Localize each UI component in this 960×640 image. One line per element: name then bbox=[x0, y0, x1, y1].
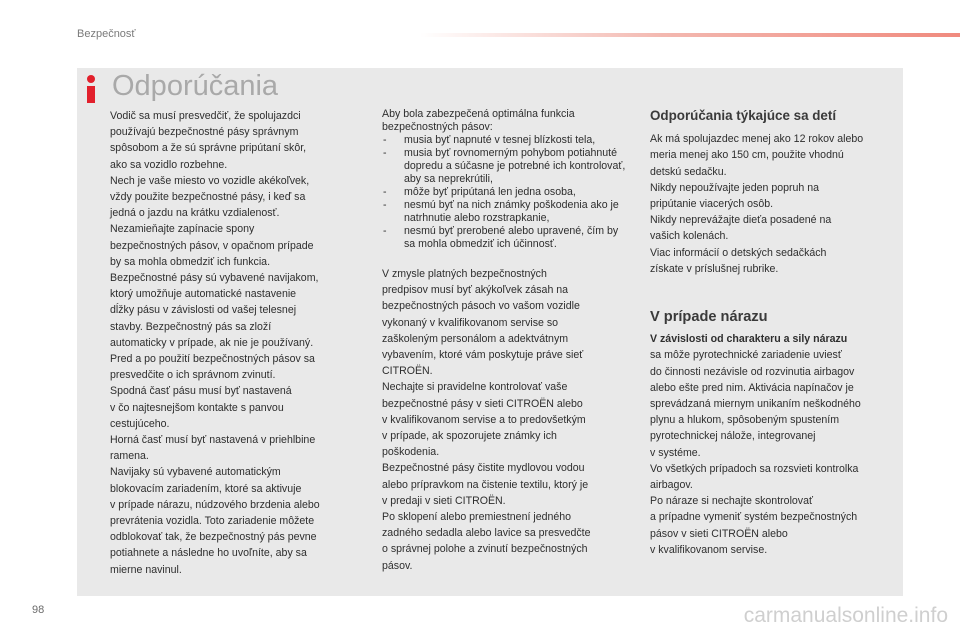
text-line: v kvalifikovanom servise. bbox=[650, 543, 768, 556]
text-line: CITROËN. bbox=[382, 365, 433, 378]
text-line: ramena. bbox=[110, 450, 149, 463]
text-line: Spodná časť pásu musí byť nastavená bbox=[110, 385, 292, 398]
text-line: Bezpečnostné pásy čistite mydlovou vodou bbox=[382, 462, 585, 475]
text-line: sprevádzaná miernym unikaním neškodného bbox=[650, 398, 861, 411]
list-item: - musia byť napnuté v tesnej blízkosti tela, bbox=[382, 134, 630, 147]
text-line: detskú sedačku. bbox=[650, 165, 727, 178]
text-line: Navijaky sú vybavené automatickým bbox=[110, 466, 281, 479]
text-line: vybavením, ktoré vám poskytuje práve sieť bbox=[382, 349, 584, 362]
text-line: Pred a po použití bezpečnostných pásov sa bbox=[110, 353, 315, 366]
text-line: V zmysle platných bezpečnostných bbox=[382, 268, 547, 280]
info-icon bbox=[83, 73, 99, 105]
text-line: presvedčite o ich správnom zvinutí. bbox=[110, 369, 276, 382]
text-line: Aby bola zabezpečená optimálna funkcia bbox=[382, 108, 575, 120]
column-children-crash bbox=[650, 108, 900, 558]
text-line: Viac informácií o detských sedačkách bbox=[650, 246, 827, 259]
text-line: pripútanie viacerých osôb. bbox=[650, 198, 774, 211]
text-line: dĺžky pásu v závislosti od vašej telesnej bbox=[110, 304, 297, 317]
list-item: - môže byť pripútaná len jedna osoba, bbox=[382, 186, 630, 199]
text-line: jedná o jazdu na krátku vzdialenosť. bbox=[110, 207, 280, 220]
text-line: v prípade, ak spozorujete známky ich bbox=[382, 430, 557, 443]
text-line: vašich kolenách. bbox=[650, 230, 729, 243]
text-line: zaškoleným personálom a adektvátnym bbox=[382, 332, 569, 345]
text-line: mierne navinul. bbox=[110, 563, 182, 576]
text-line: ako sa vozidlo rozbehne. bbox=[110, 158, 228, 171]
text-line: bezpečnostné pásy v sieti CITROËN alebo bbox=[382, 397, 583, 410]
text-line: airbagov. bbox=[650, 479, 693, 492]
text-line: plynu a hlukom, spôsobeným spustením bbox=[650, 414, 840, 427]
text-line: meria menej ako 150 cm, použite vhodnú bbox=[650, 149, 844, 162]
info-icon-stem bbox=[87, 86, 95, 103]
text-line: zadného sedadla alebo lavice sa presvedčte bbox=[382, 527, 591, 540]
text-line: Ak má spolujazdec menej ako 12 rokov alebo bbox=[650, 133, 864, 146]
column-checks bbox=[382, 108, 630, 574]
text-line: vykonaný v kvalifikovanom servise so bbox=[382, 316, 559, 329]
header-accent-bar bbox=[420, 33, 960, 37]
text-line: prevrátenia vozidla. Toto zariadenie môžete bbox=[110, 515, 315, 528]
text-line: poškodenia. bbox=[382, 446, 440, 459]
text-line: odblokovať tak, že bezpečnostný pás pevne bbox=[110, 531, 317, 544]
text-line: v prípade nárazu, núdzového brzdenia alebo bbox=[110, 498, 320, 511]
text-line: Bezpečnostné pásy sú vybavené navijakom, bbox=[110, 272, 319, 285]
text-line: alebo prípravkom na čistenie textilu, ktorý je bbox=[382, 478, 589, 491]
text-line: sa môže pyrotechnické zariadenie uviesť bbox=[650, 349, 842, 362]
text-line: pásov. bbox=[382, 559, 413, 572]
text-line: stavby. Bezpečnostný pás sa zloží bbox=[110, 320, 272, 333]
text-line: Nikdy neprevážajte dieťa posadené na bbox=[650, 214, 832, 227]
text-line: Po náraze si nechajte skontrolovať bbox=[650, 495, 813, 508]
text-line: bezpečnostných pásov: bbox=[382, 121, 493, 133]
text-line: alebo ešte pred nim. Aktivácia napínačov je bbox=[650, 381, 854, 394]
text-line: blokovacím zariadením, ktoré sa aktivuje bbox=[110, 482, 302, 495]
text-line: Po sklopení alebo premiestnení jedného bbox=[382, 511, 572, 524]
text-line: Nech je vaše miesto vo vozidle akékoľvek, bbox=[110, 174, 310, 187]
section-label: Bezpečnosť bbox=[77, 28, 136, 40]
text-line: cestujúceho. bbox=[110, 417, 170, 430]
text-line: v kvalifikovanom servise a to predovšetkým bbox=[382, 413, 586, 426]
text-line: používajú bezpečnostné pásy správnym bbox=[110, 126, 299, 139]
children-heading: Odporúčania týkajúce sa detí bbox=[650, 108, 837, 123]
text-line: v čo najtesnejšom kontakte s panvou bbox=[110, 401, 284, 414]
text-line: v predaji v sieti CITROËN. bbox=[382, 494, 506, 507]
page-number: 98 bbox=[32, 604, 45, 616]
text-line: a prípadne vymeniť systém bezpečnostných bbox=[650, 511, 858, 524]
checklist bbox=[382, 134, 630, 251]
text-line: Nezamieňajte zapínacie spony bbox=[110, 223, 255, 236]
text-line: Nechajte si pravidelne kontrolovať vaše bbox=[382, 381, 568, 394]
text-line: bezpečnostných pásoch vo vašom vozidle bbox=[382, 300, 580, 313]
info-icon-dot bbox=[87, 75, 95, 83]
list-item: - musia byť rovnomerným pohybom potiahnuté dopredu a súčasne je potrebné ich kontrolovať, aby sa neprekrútili, bbox=[382, 147, 630, 186]
text-line: ktorý umožňuje automatické nastavenie bbox=[110, 288, 297, 301]
text-line: bezpečnostných pásov, v opačnom prípade bbox=[110, 239, 314, 252]
text-line: predpisov musí byť akýkoľvek zásah na bbox=[382, 284, 569, 297]
crash-subheading: V závislosti od charakteru a sily nárazu bbox=[650, 333, 848, 346]
column-general bbox=[110, 108, 358, 578]
text-line: automaticky v prípade, ak nie je používaný. bbox=[110, 336, 314, 349]
text-line: Vodič sa musí presvedčiť, že spolujazdci bbox=[110, 110, 301, 122]
text-line: o správnej polohe a zvinutí bezpečnostných bbox=[382, 543, 588, 556]
page-title: Odporúčania bbox=[112, 70, 279, 102]
text-line: získate v príslušnej rubrike. bbox=[650, 262, 779, 275]
text-line: Horná časť musí byť nastavená v priehlbine bbox=[110, 434, 316, 447]
text-line: by sa mohla obmedziť ich funkcia. bbox=[110, 255, 271, 268]
text-line: pyrotechnickej nálože, integrovanej bbox=[650, 430, 816, 443]
list-item: - nesmú byť na nich známky poškodenia ako je natrhnutie alebo rozstrapkanie, bbox=[382, 199, 630, 225]
text-line: do činnosti nezávisle od rozvinutia airbagov bbox=[650, 365, 855, 378]
text-line: Nikdy nepoužívajte jeden popruh na bbox=[650, 181, 820, 194]
text-line: Vo všetkých prípadoch sa rozsvieti kontrolka bbox=[650, 462, 859, 475]
text-line: vždy použite bezpečnostné pásy, i keď sa bbox=[110, 191, 306, 204]
checklist-intro bbox=[382, 108, 630, 134]
list-item: - nesmú byť prerobené alebo upravené, čím by sa mohla obmedziť ich účinnosť. bbox=[382, 225, 630, 251]
crash-heading: V prípade nárazu bbox=[650, 309, 768, 326]
text-line: v systéme. bbox=[650, 446, 701, 459]
text-line: pásov v sieti CITROËN alebo bbox=[650, 527, 788, 540]
text-line: potiahnete a následne ho uvoľníte, aby sa bbox=[110, 547, 307, 560]
text-line: spôsobom a že sú správne pripútaní skôr, bbox=[110, 142, 307, 155]
watermark: carmanualsonline.info bbox=[743, 604, 948, 627]
